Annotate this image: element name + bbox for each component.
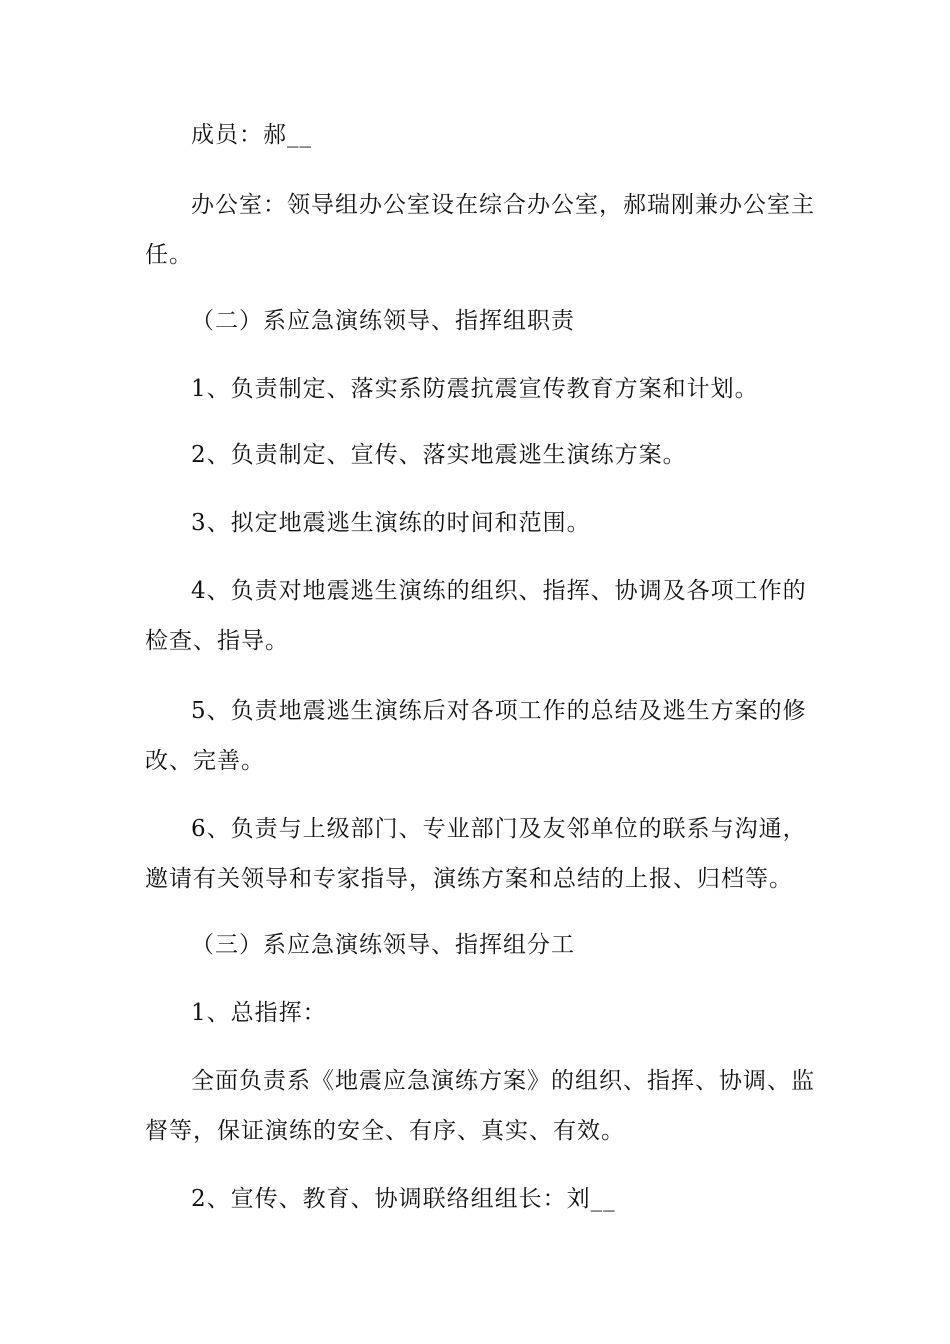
paragraph-duty-6: 6、负责与上级部门、专业部门及友邻单位的联系与沟通，邀请有关领导和专家指导，演练方案和总结的上报、归档等。 bbox=[145, 816, 807, 892]
section-heading-division: （三）系应急演练领导、指挥组分工 bbox=[191, 932, 575, 958]
paragraph-duty-2: 2、负责制定、宣传、落实地震逃生演练方案。 bbox=[191, 442, 687, 468]
paragraph-duty-4: 4、负责对地震逃生演练的组织、指挥、协调及各项工作的检查、指导。 bbox=[145, 578, 807, 654]
paragraph-duty-1: 1、负责制定、落实系防震抗震宣传教育方案和计划。 bbox=[191, 376, 759, 402]
paragraph-members: 成员：郝__ bbox=[191, 122, 312, 148]
paragraph-office: 办公室：领导组办公室设在综合办公室，郝瑞刚兼办公室主任。 bbox=[145, 192, 815, 268]
paragraph-duty-5: 5、负责地震逃生演练后对各项工作的总结及逃生方案的修改、完善。 bbox=[145, 698, 807, 774]
paragraph-publicity-leader: 2、宣传、教育、协调联络组组长：刘__ bbox=[191, 1186, 616, 1212]
paragraph-commander-duty: 全面负责系《地震应急演练方案》的组织、指挥、协调、监督等，保证演练的安全、有序、真实、有效。 bbox=[145, 1068, 815, 1144]
paragraph-commander: 1、总指挥： bbox=[191, 1000, 327, 1026]
section-heading-duties: （二）系应急演练领导、指挥组职责 bbox=[191, 308, 575, 334]
paragraph-duty-3: 3、拟定地震逃生演练的时间和范围。 bbox=[191, 510, 591, 536]
